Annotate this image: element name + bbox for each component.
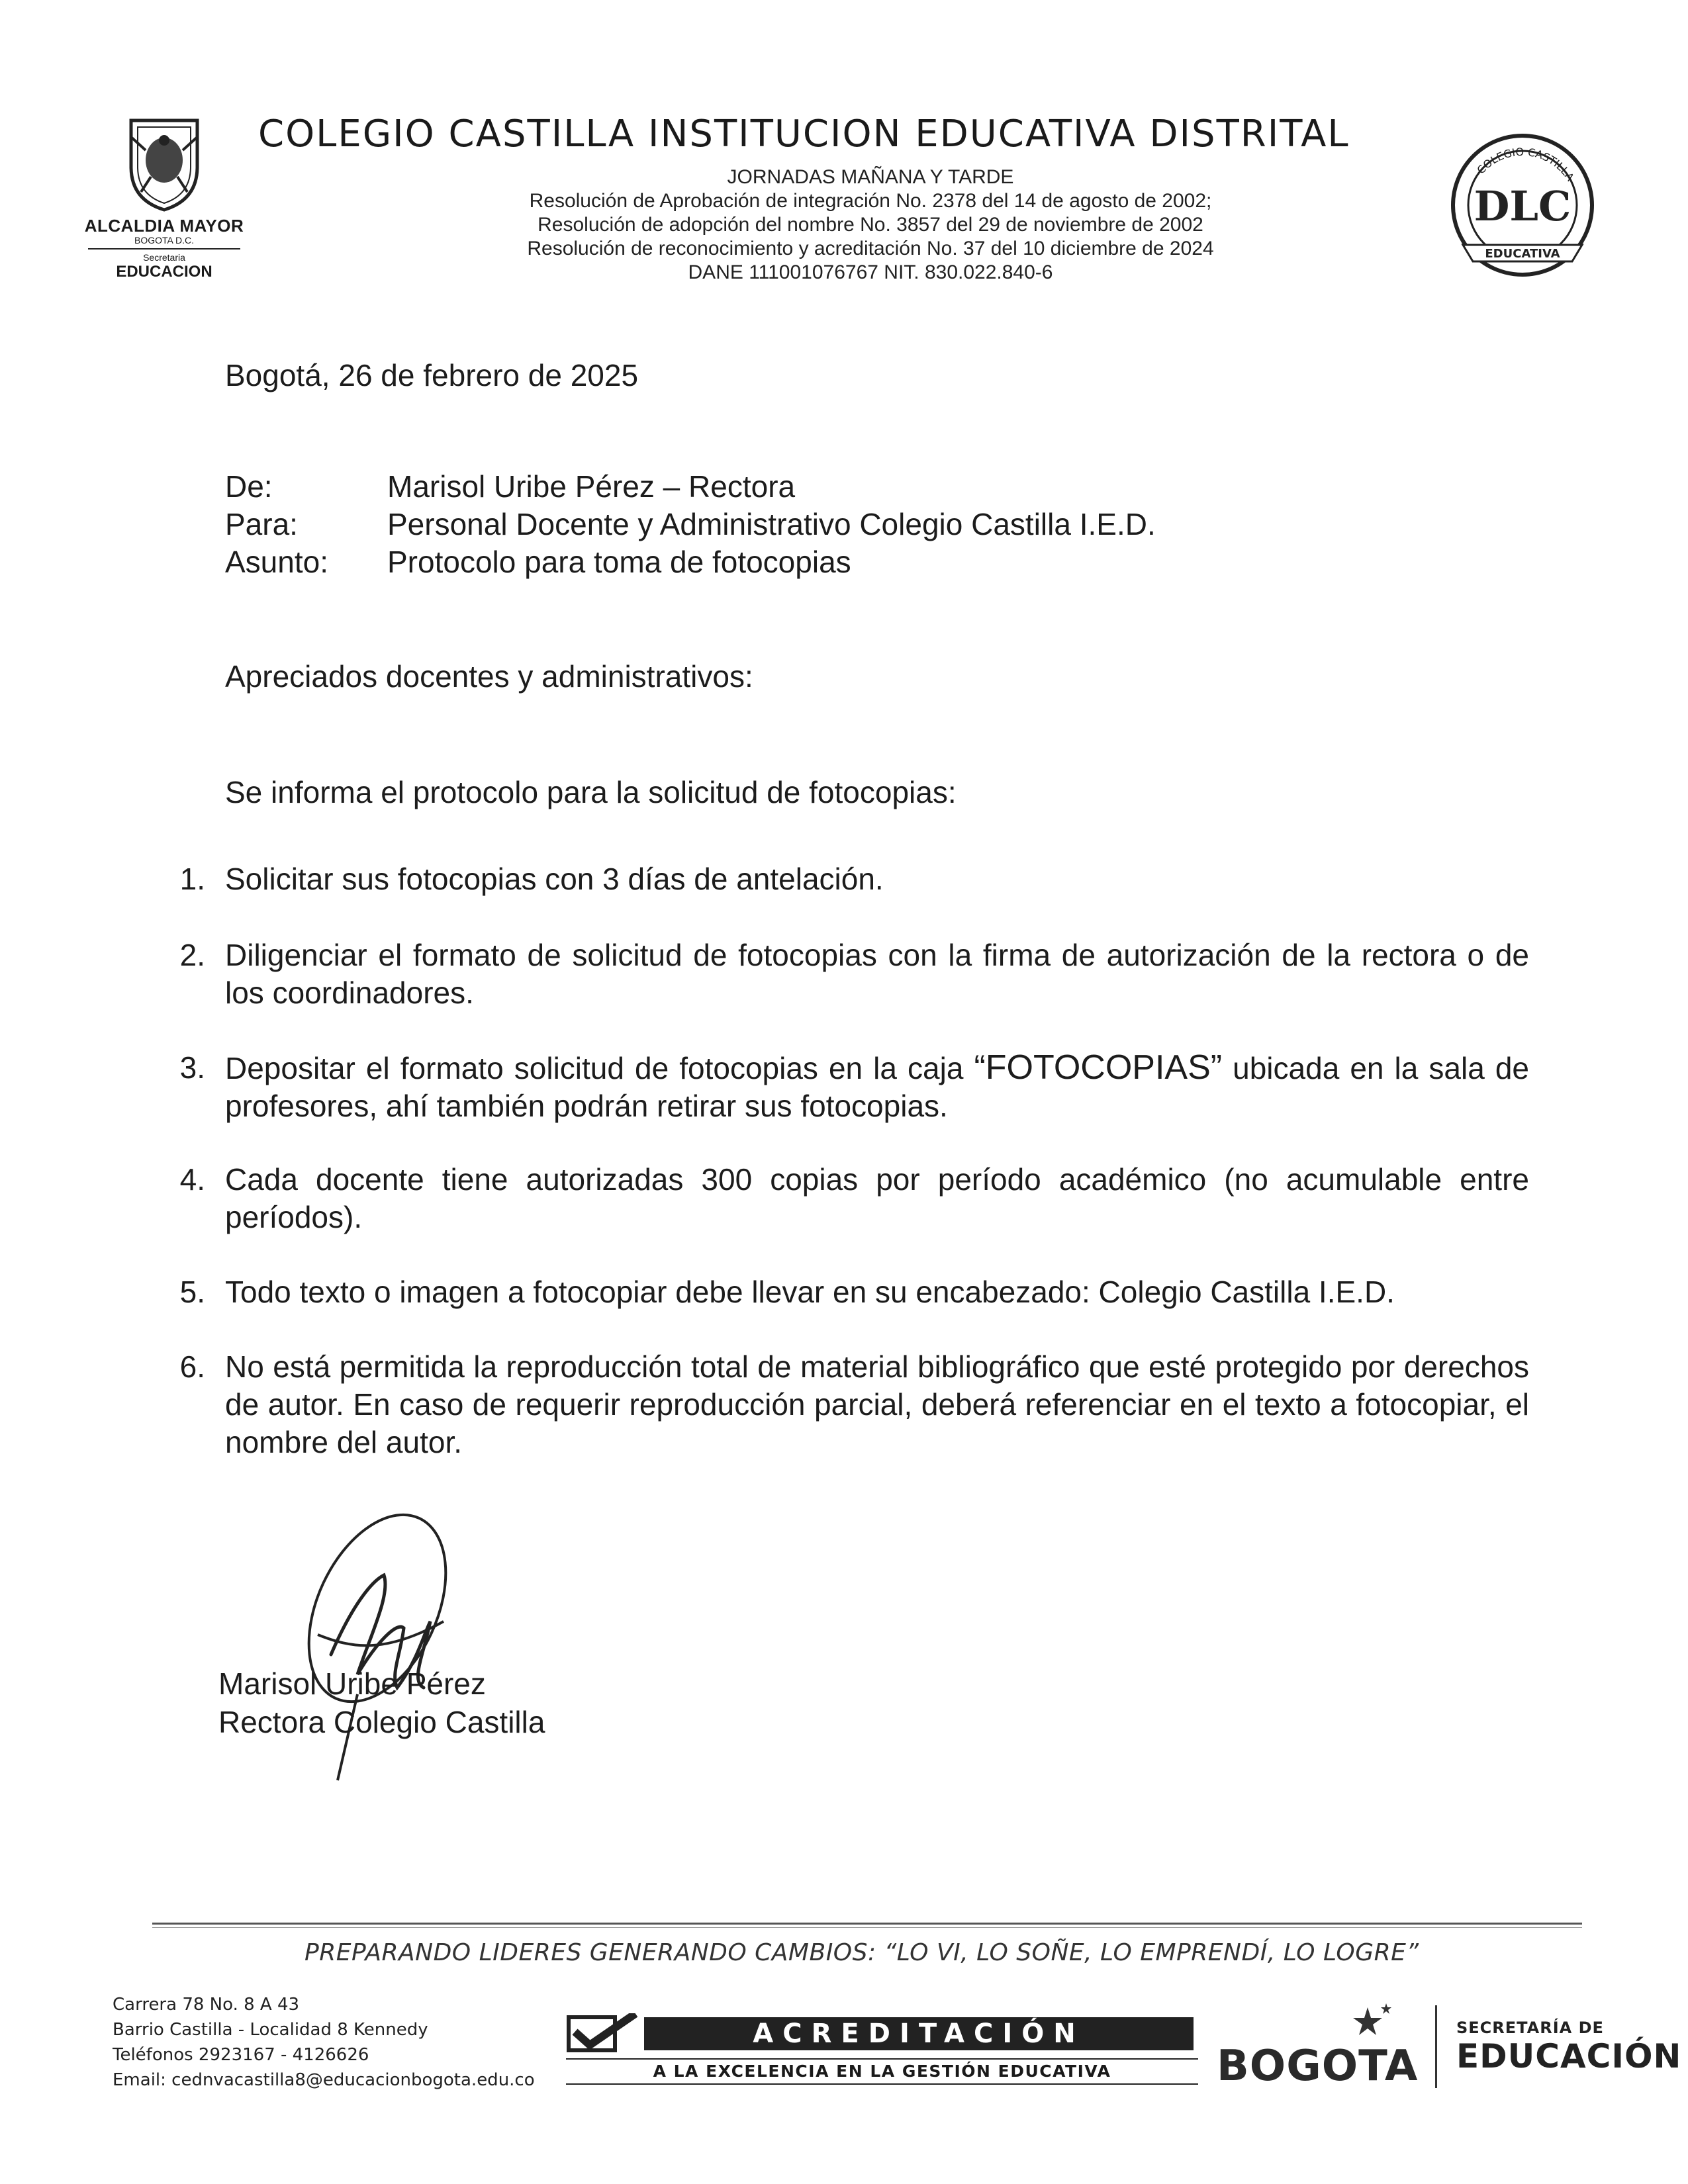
secretaria-line1: SECRETARÍA DE (1456, 2019, 1604, 2037)
accreditation-title: ACREDITACIÓN (644, 2017, 1194, 2050)
handwritten-signature (291, 1502, 490, 1787)
list-item-text: Cada docente tiene autorizadas 300 copias por período académico (no acumulable entre períodos). (225, 1162, 1529, 1234)
neighborhood-line: Barrio Castilla - Localidad 8 Kennedy (113, 2020, 428, 2040)
alcaldia-logo (78, 114, 250, 293)
signer-name: Marisol Uribe Pérez (218, 1666, 486, 1701)
list-item-number: 1. (179, 862, 205, 896)
memo-row-subject (225, 544, 1156, 582)
list-item-text: Todo texto o imagen a fotocopiar debe llevar en su encabezado: Colegio Castilla I.E.D. (225, 1275, 1395, 1309)
memo-block (225, 469, 1156, 582)
list-item (165, 1273, 1529, 1311)
svg-text:COLEGIO CASTILLA (1474, 146, 1576, 183)
memo-label: De: (225, 469, 273, 504)
list-item-number: 6. (179, 1349, 205, 1384)
memo-value: Personal Docente y Administrativo Colegio Castilla I.E.D. (387, 507, 1156, 541)
list-item-number: 4. (179, 1162, 205, 1197)
intro-paragraph: Se informa el protocolo para la solicitud de fotocopias: (225, 775, 957, 809)
greeting: Apreciados docentes y administrativos: (225, 659, 753, 694)
email-line: Email: cednvacastilla8@educacionbogota.edu.co (113, 2070, 535, 2090)
secretaria-label: Secretaria (143, 252, 185, 263)
header-line: Resolución de adopción del nombre No. 3857 del 29 de noviembre de 2002 (538, 214, 1203, 236)
list-item (165, 1161, 1529, 1236)
address-line: Carrera 78 No. 8 A 43 (113, 1995, 300, 2015)
memo-label: Asunto: (225, 545, 328, 579)
accreditation-subtitle: A LA EXCELENCIA EN LA GESTIÓN EDUCATIVA (566, 2058, 1198, 2085)
list-item-number: 3. (179, 1050, 205, 1085)
logo-divider (88, 248, 240, 250)
star-icon (1349, 2002, 1395, 2042)
memo-value: Marisol Uribe Pérez – Rectora (387, 469, 796, 504)
school-motto: PREPARANDO LIDERES GENERANDO CAMBIOS: “LO VI, LO SOÑE, LO EMPRENDÍ, LO LOGRE” (305, 1939, 1419, 1966)
list-item-text (225, 1048, 1529, 1123)
list-item-text: Solicitar sus fotocopias con 3 días de antelación. (225, 862, 884, 896)
bogota-label: BOGOTA D.C. (134, 235, 194, 246)
seal-monogram: DLC (1474, 182, 1571, 230)
list-item (165, 936, 1529, 1012)
list-item-text: No está permitida la reproducción total de material bibliográfico que esté protegido por derechos de autor. En caso de requerir reproducción parcial, deberá referenciar en el texto a fotocopiar, el nombre del autor. (225, 1349, 1529, 1459)
school-seal (1443, 129, 1602, 288)
letter-date: Bogotá, 26 de febrero de 2025 (225, 358, 639, 392)
accreditation-badge (566, 2005, 1198, 2088)
signer-title: Rectora Colegio Castilla (218, 1705, 545, 1739)
educacion-label: EDUCACION (116, 263, 212, 281)
secretaria-line2: EDUCACIÓN (1456, 2037, 1682, 2075)
school-seal-icon (1443, 129, 1602, 288)
header-line: Resolución de reconocimiento y acreditación No. 37 del 10 diciembre de 2024 (527, 238, 1214, 259)
fotocopias-emphasis: “FOTOCOPIAS” (974, 1048, 1223, 1087)
checkmark-icon (566, 2013, 639, 2054)
list-item (165, 860, 1529, 898)
school-name: COLEGIO CASTILLA INSTITUCION EDUCATIVA DISTRITAL (258, 113, 1350, 156)
secretaria-logo (1456, 2019, 1681, 2075)
contact-info (113, 1992, 535, 2093)
phone-line: Teléfonos 2923167 - 4126626 (113, 2045, 369, 2065)
list-item (165, 1348, 1529, 1461)
header-line: JORNADAS MAÑANA Y TARDE (727, 166, 1014, 188)
memo-label: Para: (225, 507, 298, 541)
logo-divider (1435, 2005, 1437, 2088)
memo-value: Protocolo para toma de fotocopias (387, 545, 851, 579)
list-item-text-part: Depositar el formato solicitud de fotocopias en la caja (225, 1051, 974, 1085)
memo-row-from (225, 469, 1156, 506)
header-line: Resolución de Aprobación de integración No. 2378 del 14 de agosto de 2002; (529, 190, 1212, 212)
seal-top-text: COLEGIO CASTILLA (1474, 145, 1577, 183)
list-item-number: 2. (179, 938, 205, 972)
bogota-wordmark: BOGOTA (1217, 2042, 1419, 2091)
header-line: DANE 111001076767 NIT. 830.022.840-6 (688, 261, 1053, 283)
footer-divider-thin (152, 1927, 1582, 1928)
coat-of-arms-icon (118, 114, 211, 213)
alcaldia-label: ALCALDIA MAYOR (84, 216, 244, 236)
list-item (165, 1049, 1529, 1125)
protocol-list (165, 860, 1529, 1461)
list-item-text: Diligenciar el formato de solicitud de fotocopias con la firma de autorización de la rectora o de los coordinadores. (225, 938, 1529, 1010)
header-resolutions (424, 165, 1317, 285)
signature-block (218, 1664, 545, 1741)
footer-divider (152, 1923, 1582, 1925)
memo-row-to (225, 506, 1156, 544)
seal-ribbon-text: EDUCATIVA (1485, 247, 1560, 261)
bogota-logo (1217, 2002, 1419, 2095)
list-item-text-part: ubicada en la sala de profesores, ahí también podrán retirar sus fotocopias. (225, 1051, 1529, 1123)
list-item-number: 5. (179, 1275, 205, 1309)
